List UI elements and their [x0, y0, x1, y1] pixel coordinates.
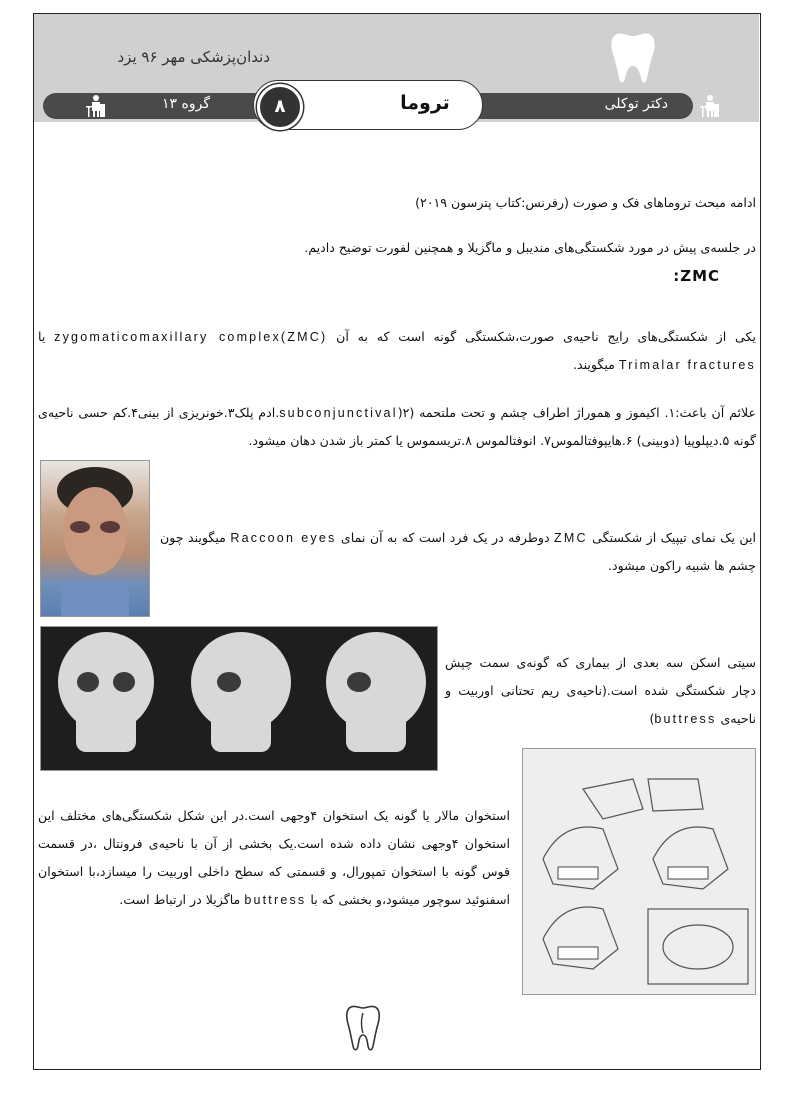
zmc-fracture-illustration: [523, 749, 755, 994]
school-label: دندان‌پزشکی مهر ۹۶ یزد: [117, 48, 270, 66]
tooth-icon: [609, 30, 657, 86]
paragraph-ct-scan: سیتی اسکن سه بعدی از بیماری که گونه‌ی سمت چپش دچار شکستگی شده است.(ناحیه‌ی ریم تحتانی اوربیت و ناحیه‌ی buttress): [445, 655, 756, 726]
tooth-outline-icon: [345, 1003, 381, 1053]
paragraph-previous: در جلسه‌ی پیش در مورد شکستگی‌های مندیبل و ماگزیلا و همچنین لفورت توضیح دادیم.: [304, 240, 756, 255]
paragraph-reference: ادامه مبحث تروماهای فک و صورت (رفرنس:کتاب پترسون ۲۰۱۹): [415, 195, 756, 210]
fracture-diagrams: [522, 748, 756, 995]
raccoon-eyes-photo: [40, 460, 150, 617]
ct-scan-image: [40, 626, 438, 771]
page-title: تروما: [400, 92, 450, 114]
patient-face-illustration: [41, 461, 149, 616]
paragraph-symptoms: علائم آن باعث:۱. اکیموز و هموراژ اطراف چشم و تحت ملتحمه (subconjunctival)۲.ادم پلک۳.خونریزی از بینی۴.کم حسی ناحیه‌ی گونه ۵.دیپلوپیا (دوبینی) ۶.هایپوفتالموس۷. انوفتالموس ۸.تریسموس یا کمتر باز شدن دهان میشود.: [38, 405, 757, 448]
section-heading-zmc: ZMC:: [673, 267, 720, 285]
paragraph-malar-bone: استخوان مالار یا گونه یک استخوان ۴وجهی است.در این شکل شکستگی‌های مختلف این استخوان ۴وجهی نشان داده شده است.یک بخشی از آن با ناحیه‌ی فرونتال ،در قسمت قوس گونه با استخوان تمپورال، و قسمتی که سطح داخلی اوربیت را میسازد،با استخوان اسفنوئید سوچور میشود،و بخشی که با buttress ماگزیلا در ارتباط است.: [38, 808, 510, 907]
paragraph-raccoon: این یک نمای تیپیک از شکستگی ZMC دوطرفه در یک فرد است که به آن نمای Raccoon eyes میگویند چون چشم ها شبیه راکون میشود.: [160, 530, 756, 573]
lecturer-icon: [698, 94, 720, 118]
skull-3d-illustration: [41, 627, 437, 770]
lecturer-icon: [84, 94, 106, 118]
paragraph-zmc-definition: یکی از شکستگی‌های رایج ناحیه‌ی صورت،شکستگی گونه است که به آن zygomaticomaxillary complex(ZMC) یا Trimalar fractures میگویند.: [38, 329, 756, 372]
doctor-label: دکتر توکلی: [604, 96, 668, 112]
session-number: ۸: [257, 84, 303, 130]
group-label: گروه ۱۳: [162, 96, 210, 112]
